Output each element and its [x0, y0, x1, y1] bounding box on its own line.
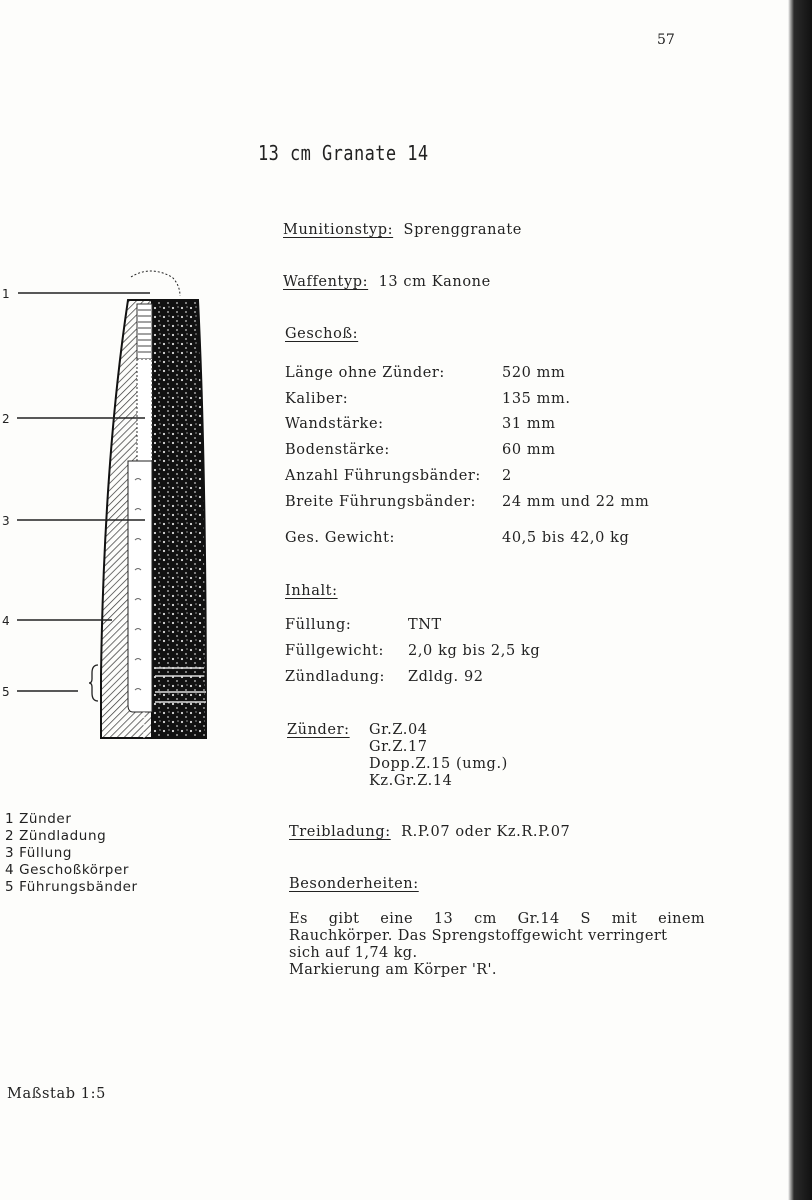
zuender-item: Dopp.Z.15 (umg.)	[369, 756, 508, 772]
row-label: Füllung:	[285, 617, 352, 633]
filling-cavity	[128, 461, 152, 712]
text-line: Rauchkörper. Das Sprengstoffgewicht verringert	[289, 928, 668, 944]
row-value: 2	[502, 468, 512, 484]
zuender-list	[369, 722, 508, 790]
treibladung	[289, 824, 570, 840]
row-label: Ges. Gewicht:	[285, 530, 396, 546]
legend-item: 2 Zündladung	[5, 828, 107, 844]
zuender-label: Zünder:	[287, 722, 350, 738]
row-label: Wandstärke:	[285, 416, 384, 432]
waffentyp	[283, 274, 491, 290]
munitionstyp-label: Munitionstyp:	[283, 222, 394, 238]
diagram-legend	[5, 811, 138, 896]
row-value: 2,0 kg bis 2,5 kg	[408, 643, 541, 659]
besonderheiten-text	[289, 911, 705, 979]
shell-cross-section-diagram	[0, 260, 260, 760]
text-line: Es gibt eine 13 cm Gr.14 S mit einem	[289, 911, 705, 927]
callout-1: 1	[2, 287, 10, 301]
row-label: Zündladung:	[285, 669, 386, 685]
text-line: Markierung am Körper 'R'.	[289, 962, 497, 978]
treibladung-value: R.P.07 oder Kz.R.P.07	[401, 824, 571, 840]
shell-body-exterior	[152, 300, 206, 738]
row-value: 40,5 bis 42,0 kg	[502, 530, 630, 546]
row-label: Breite Führungsbänder:	[285, 494, 477, 510]
zuender-item: Kz.Gr.Z.14	[369, 773, 453, 789]
row-value: 135 mm.	[502, 391, 571, 407]
munitionstyp	[283, 222, 522, 238]
row-value: 520 mm	[502, 365, 566, 381]
callout-5: 5	[2, 685, 10, 699]
besonderheiten-heading: Besonderheiten:	[289, 876, 419, 892]
geschoss-heading: Geschoß:	[285, 326, 359, 342]
scan-edge	[770, 0, 812, 1200]
row-label: Anzahl Führungsbänder:	[285, 468, 481, 484]
callout-4: 4	[2, 614, 10, 628]
booster-charge	[137, 359, 152, 461]
row-label: Länge ohne Zünder:	[285, 365, 445, 381]
zuender-item: Gr.Z.17	[369, 739, 428, 755]
munitionstyp-value: Sprenggranate	[403, 222, 522, 238]
row-label: Bodenstärke:	[285, 442, 390, 458]
waffentyp-value: 13 cm Kanone	[378, 274, 491, 290]
legend-item: 3 Füllung	[5, 845, 73, 861]
legend-item: 5 Führungsbänder	[5, 879, 138, 895]
zuender-item: Gr.Z.04	[369, 722, 428, 738]
row-value: Zdldg. 92	[408, 669, 484, 685]
page-number: 57	[657, 32, 675, 48]
text-line: sich auf 1,74 kg.	[289, 945, 418, 961]
inhalt-heading: Inhalt:	[285, 583, 338, 599]
scale-note: Maßstab 1:5	[7, 1086, 106, 1102]
treibladung-label: Treibladung:	[289, 824, 391, 840]
row-label: Füllgewicht:	[285, 643, 384, 659]
waffentyp-label: Waffentyp:	[283, 274, 369, 290]
row-value: TNT	[408, 617, 442, 633]
row-value: 31 mm	[502, 416, 556, 432]
legend-item: 1 Zünder	[5, 811, 72, 827]
page-title: 13 cm Granate 14	[258, 141, 429, 165]
band-bracket	[89, 665, 98, 701]
row-value: 24 mm und 22 mm	[502, 494, 650, 510]
callout-2: 2	[2, 412, 10, 426]
row-value: 60 mm	[502, 442, 556, 458]
callout-3: 3	[2, 514, 10, 528]
legend-item: 4 Geschoßkörper	[5, 862, 129, 878]
row-label: Kaliber:	[285, 391, 349, 407]
